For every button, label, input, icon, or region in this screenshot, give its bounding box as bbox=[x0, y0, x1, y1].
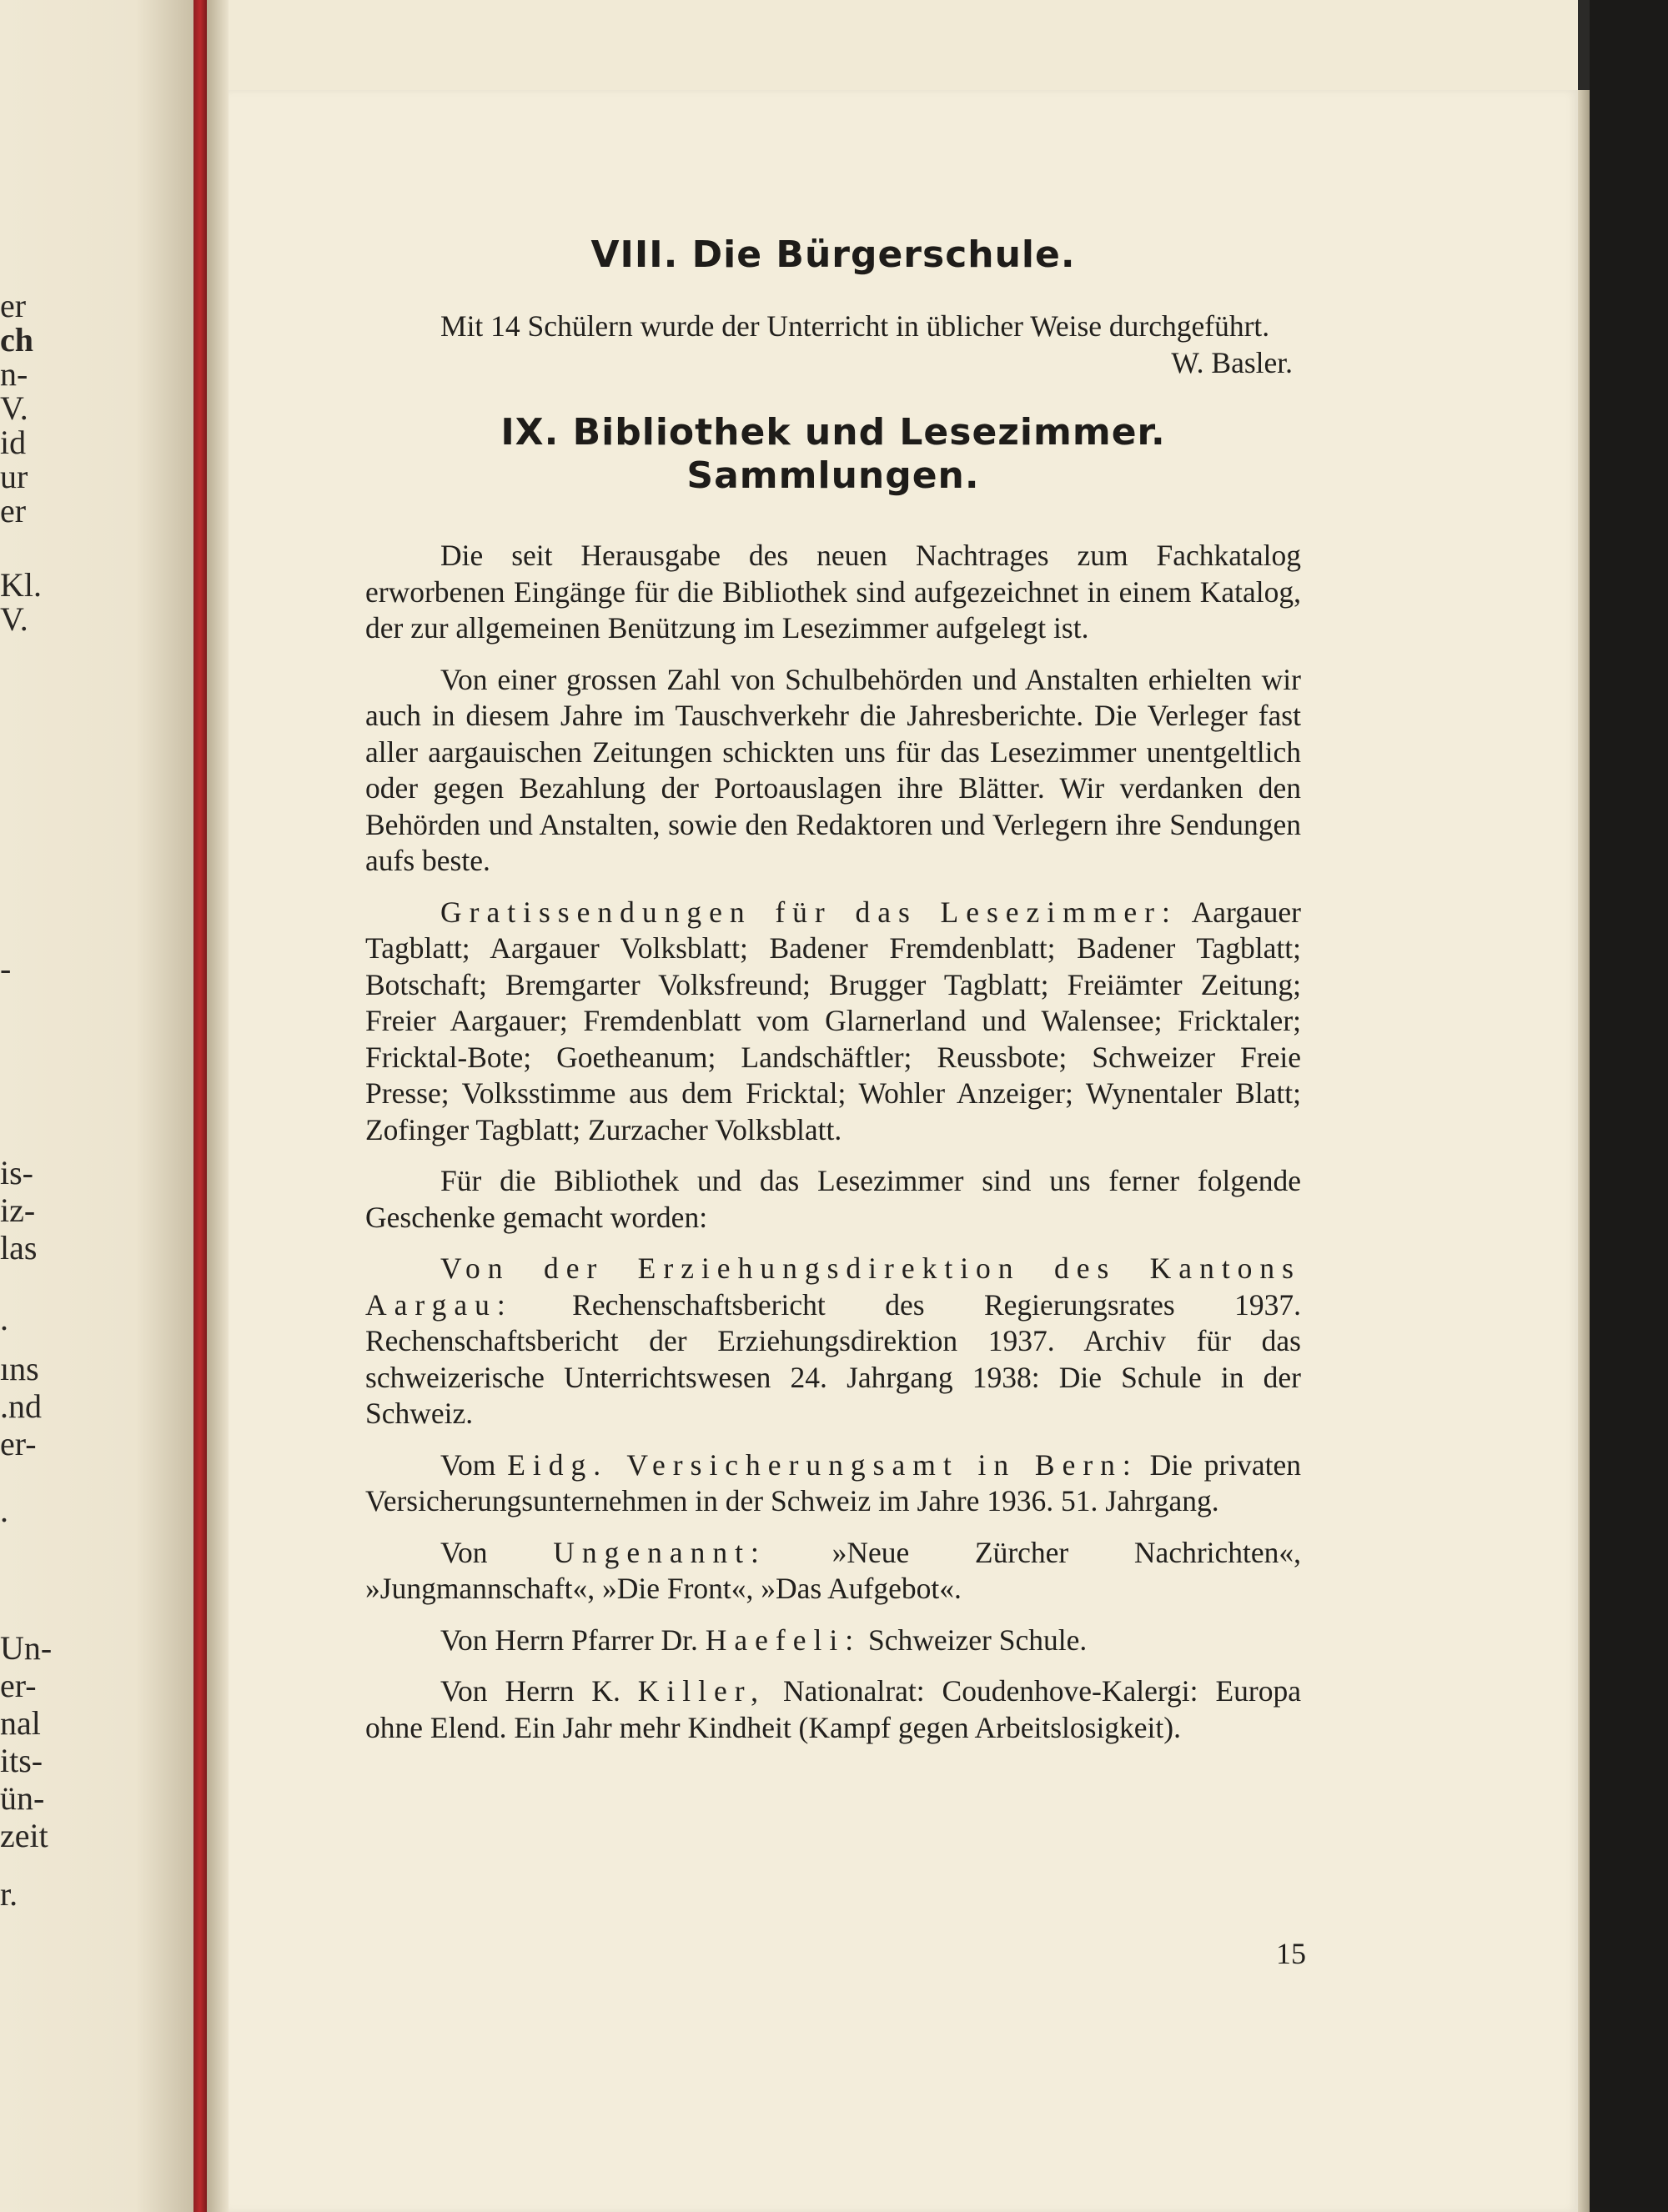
paragraph-gifts-intro: Für die Bibliothek und das Lesezimmer sind uns ferner folgende Geschenke gemacht worden: bbox=[365, 1164, 1301, 1234]
left-page-fragment: er bbox=[0, 287, 27, 324]
scan-border bbox=[1590, 0, 1668, 2212]
left-page-fragment: is- bbox=[0, 1154, 33, 1191]
gift-list: Die privaten Versicherungsunternehmen in der Schweiz im Jahre 1936. 51. Jahrgang. bbox=[365, 1447, 1301, 1517]
left-page-fragment: n- bbox=[0, 355, 28, 393]
left-page-fragment: ün- bbox=[0, 1779, 45, 1817]
gift-list: »Neue Zürcher Nachrichten«, »Jungmannschaft«, »Die Front«, »Das Aufgebot«. bbox=[365, 1535, 1302, 1605]
left-page-fragment: ur bbox=[0, 458, 28, 495]
spaced-heading: Gratissendungen für das Lesezimmer: bbox=[440, 895, 1178, 929]
donor-name: Haefeli: bbox=[705, 1623, 862, 1657]
gutter-shadow bbox=[207, 0, 229, 2212]
paragraph-gift-erziehungsdirektion bbox=[365, 1251, 1301, 1432]
book-spine bbox=[193, 0, 207, 2212]
section-ix-heading-line2: Sammlungen. bbox=[686, 454, 980, 497]
page-content bbox=[365, 233, 1301, 1746]
section-viii-paragraph: Mit 14 Schülern wurde der Unterricht in üblicher Weise durchgeführt. bbox=[440, 309, 1270, 343]
left-page-fragment: las bbox=[0, 1229, 38, 1267]
left-page-fragment: er- bbox=[0, 1425, 37, 1462]
donor-prefix: Von Herrn K. bbox=[440, 1674, 638, 1708]
paragraph-free-newspapers bbox=[365, 895, 1301, 1149]
paragraph-gift-versicherungsamt bbox=[365, 1447, 1301, 1520]
left-page-fragment: iz- bbox=[0, 1191, 36, 1229]
donor-name: Eidg. Versicherungsamt in Bern: bbox=[507, 1447, 1138, 1482]
left-page-fragment: . bbox=[0, 1300, 8, 1337]
gift-list: Nationalrat: Coudenhove-Kalergi: Europa ohne Elend. Ein Jahr mehr Kindheit (Kampf gegen Arbeitslosigkeit). bbox=[365, 1674, 1301, 1744]
left-page-fragment: V. bbox=[0, 389, 28, 427]
donor-name: Killer, bbox=[637, 1674, 766, 1708]
left-page-fragment: - bbox=[0, 950, 12, 987]
section-viii-heading: VIII. Die Bürgerschule. bbox=[590, 233, 1076, 276]
left-page-fragment: nal bbox=[0, 1704, 41, 1742]
donor-prefix: Von Herrn Pfarrer Dr. bbox=[440, 1623, 706, 1657]
left-page-fragment: .nd bbox=[0, 1387, 42, 1425]
newspaper-list: Aargauer Tagblatt; Aargauer Volksblatt; Badener Fremdenblatt; Badener Tagblatt; Botschaft; Bremgarter Volksfreund; Brugger Tagblatt; Freiämter Zeitung; Freier Aargauer; Fremdenblatt vom Glarnerland und Walensee; Fricktaler; Fricktal-Bote; Goetheanum; Landschäftler; Reussbote; Schweizer Freie Presse; Volksstimme aus dem Fricktal; Wohler Anzeiger; Wynentaler Blatt; Zofinger Tagblatt; Zurzacher Volksblatt. bbox=[365, 895, 1301, 1146]
paragraph-gift-killer bbox=[365, 1673, 1301, 1746]
left-page bbox=[0, 0, 193, 2212]
donor-name: Ungenannt: bbox=[553, 1535, 766, 1569]
left-page-fragment: r. bbox=[0, 1875, 18, 1913]
left-page-fragment: . bbox=[0, 1492, 8, 1529]
left-page-fragment: V. bbox=[0, 600, 28, 638]
paragraph-gift-haefeli bbox=[365, 1623, 1301, 1659]
left-page-fragment: Un- bbox=[0, 1629, 53, 1667]
signature: W. Basler. bbox=[1171, 345, 1293, 379]
left-page-fragment: ch bbox=[0, 321, 33, 359]
donor-prefix: Von bbox=[440, 1535, 554, 1569]
gift-list: Schweizer Schule. bbox=[861, 1623, 1088, 1657]
left-page-fragment: its- bbox=[0, 1742, 43, 1779]
left-page-fragment: zeit bbox=[0, 1817, 48, 1854]
paragraph-exchange: Von einer grossen Zahl von Schulbehörden und Anstalten erhielten wir auch in diesem Jahre im Tauschverkehr die Jahresberichte. Die Verleger fast aller aargauischen Zeitungen schickten uns für das Lesezimmer unentgeltlich oder gegen Bezahlung der Portoauslagen ihre Blätter. Wir verdanken den Behörden und Anstalten, sowie den Redaktoren und Verlegern ihre Sendungen aufs beste. bbox=[365, 662, 1301, 877]
paragraph-catalog: Die seit Herausgabe des neuen Nachtrages zum Fachkatalog erworbenen Eingänge für die Bibliothek sind aufgezeichnet in einem Katalog, der zur allgemeinen Benützung im Lesezimmer aufgelegt ist. bbox=[365, 539, 1301, 645]
donor-name: Von der Erziehungsdirektion des Kantons Aargau: bbox=[365, 1251, 1301, 1322]
page-number: 15 bbox=[1276, 1937, 1306, 1970]
page-edge bbox=[1578, 90, 1590, 2212]
left-page-fragment: er- bbox=[0, 1667, 37, 1704]
left-page-fragment: id bbox=[0, 424, 27, 461]
section-ix-heading-line1: IX. Bibliothek und Lesezimmer. bbox=[500, 411, 1166, 454]
donor-prefix: Vom bbox=[440, 1447, 508, 1482]
left-page-fragment: er bbox=[0, 492, 27, 529]
gift-list: Rechenschaftsbericht des Regierungsrates 1937. Rechenschaftsbericht der Erziehungsdirektion 1937. Archiv für das schweizerische Unterrichtswesen 24. Jahrgang 1938: Die Schule in der Schweiz. bbox=[365, 1287, 1301, 1430]
page-top-margin bbox=[229, 0, 1578, 90]
left-page-fragment: Kl. bbox=[0, 566, 42, 604]
paragraph-gift-ungenannt bbox=[365, 1535, 1301, 1608]
left-page-fragment: ıns bbox=[0, 1350, 39, 1387]
